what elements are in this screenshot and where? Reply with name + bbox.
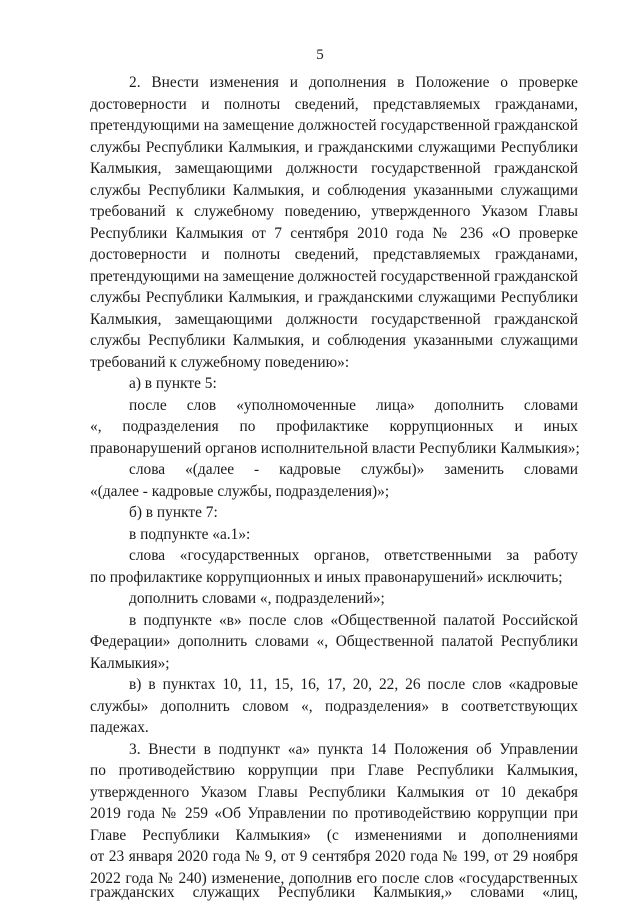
text-line: б) в пункте 7: <box>129 504 218 521</box>
text-line: достоверности и полноты сведений, представляемых гражданами, <box>90 95 578 113</box>
text-line: 2022 года № 240) изменение, дополнив его после слов «государственных <box>90 869 578 887</box>
text-line: Федерации» дополнить словами «, Общественной палатой Республики <box>90 633 578 650</box>
text-line: службы Республики Калмыкия, и гражданскими служащими Республики <box>90 138 578 156</box>
text-line: «(далее - кадровые службы, подразделения)»; <box>90 482 390 500</box>
text-line: Калмыкия, замещающими должности государственной гражданской <box>90 310 578 328</box>
text-line: падежах. <box>90 719 149 736</box>
text-line: правонарушений органов исполнительной власти Республики Калмыкия»; <box>90 439 580 457</box>
text-line: достоверности и полноты сведений, представляемых гражданами, <box>90 246 578 263</box>
text-line: а) в пункте 5: <box>129 375 217 392</box>
text-line: от 23 января 2020 года № 9, от 9 сентября 2020 года № 199, от 29 ноября <box>90 848 578 865</box>
text-line: по профилактике коррупционных и иных правонарушений» исключить; <box>90 568 563 586</box>
text-line: 2. Внести изменения и дополнения в Положение о проверке <box>129 74 578 91</box>
text-line: дополнить словами «, подразделений»; <box>129 590 385 607</box>
text-line: слова «государственных органов, ответственными за работу <box>129 547 578 564</box>
text-line: Калмыкия, замещающими должности государственной гражданской <box>90 160 578 177</box>
text-line: 2019 года № 259 «Об Управлении по противодействию коррупции при <box>90 805 578 822</box>
text-line: Калмыкия»; <box>90 654 170 672</box>
text-line: после слов «уполномоченные лица» дополнить словами <box>129 396 578 414</box>
text-line: в подпункте «в» после слов «Общественной палатой Российской <box>129 611 578 629</box>
text-line: утвержденного Указом Главы Республики Калмыкия от 10 декабря <box>90 783 578 801</box>
text-line: службы Республики Калмыкия, и соблюдения указанными служащими <box>90 181 578 199</box>
text-line: претендующими на замещение должностей государственной гражданской <box>90 117 578 134</box>
text-line: требований к служебному поведению»: <box>90 353 350 371</box>
text-line: службы» дополнить словом «, подразделения» в соответствующих <box>90 697 578 715</box>
text-line: Республики Калмыкия от 7 сентября 2010 года № 236 «О проверке <box>90 224 578 242</box>
text-line: 3. Внести в подпункт «а» пункта 14 Положения об Управлении <box>129 740 578 758</box>
text-line: в) в пунктах 10, 11, 15, 16, 17, 20, 22, 26 после слов «кадровые <box>129 676 578 693</box>
text-line: «, подразделения по профилактике коррупционных и иных <box>90 418 578 435</box>
text-line: по противодействию коррупции при Главе Республики Калмыкия, <box>90 762 578 779</box>
text-line: гражданских служащих Республики Калмыкия,» словами «лиц, <box>90 884 578 901</box>
text-line: в подпункте «а.1»: <box>129 525 251 543</box>
text-line: требований к служебному поведению, утвержденного Указом Главы <box>90 203 578 220</box>
text-line: претендующими на замещение должностей государственной гражданской <box>90 267 578 285</box>
text-line: слова «(далее - кадровые службы)» заменить словами <box>129 461 578 478</box>
text-line: службы Республики Калмыкия, и гражданскими служащими Республики <box>90 289 578 306</box>
text-line: Главе Республики Калмыкия» (с изменениями и дополнениями <box>90 826 578 844</box>
page-number: 5 <box>316 47 324 63</box>
text-line: службы Республики Калмыкия, и соблюдения указанными служащими <box>90 332 578 349</box>
